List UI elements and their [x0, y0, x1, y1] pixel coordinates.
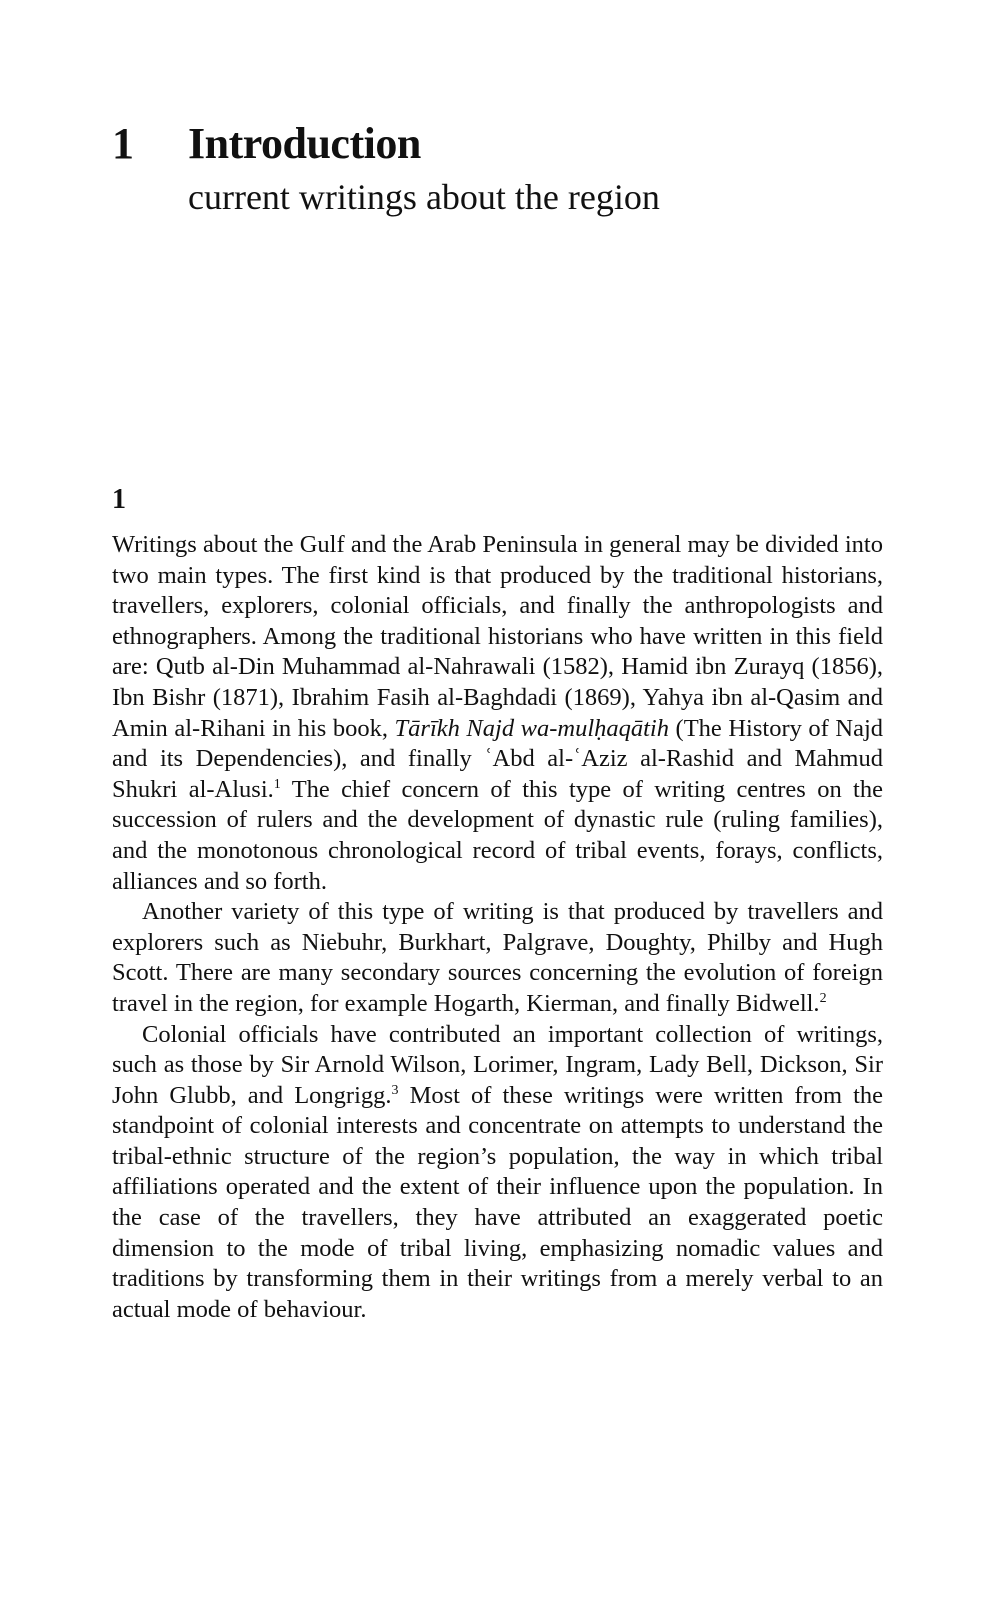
chapter-title: Introduction [188, 119, 421, 168]
footnote-marker-1[interactable]: 1 [273, 776, 281, 792]
paragraph-3-text-1: Colonial officials have contributed an important collection of writings, such as those by Sir Arnold Wilson, Lorimer, Ingram, Lady Bell, Dickson, Sir John Glubb, and Longrigg. [112, 1020, 883, 1109]
chapter-subtitle: current writings about the region [188, 177, 660, 217]
body-text [112, 530, 883, 1325]
footnote-marker-2[interactable]: 2 [819, 990, 827, 1006]
section-number: 1 [112, 484, 126, 515]
book-title-italic: Tārīkh Najd wa-mulḥaqātih [394, 714, 669, 742]
footnote-marker-3[interactable]: 3 [391, 1082, 399, 1098]
paragraph-1 [112, 530, 883, 897]
paragraph-3-text-2: Most of these writings were written from the standpoint of colonial interests and concentrate on attempts to understand the tribal-ethnic structure of the region’s population, the way in which tribal affiliations operated and the extent of their influence upon the population. In the case of the travellers, they have attributed an exaggerated poetic dimension to the mode of tribal living, emphasizing nomadic values and traditions by transforming them in their writings from a merely verbal to an actual mode of behaviour. [112, 1081, 884, 1323]
paragraph-1-text-3: The chief concern of this type of writing centres on the succession of rulers and the development of dynastic rule (ruling families), and the monotonous chronological record of tribal events, forays, conflicts, alliances and so forth. [112, 775, 883, 895]
paragraph-2-text-1: Another variety of this type of writing is that produced by travellers and explorers such as Niebuhr, Burkhart, Palgrave, Doughty, Philby and Hugh Scott. There are many secondary sources concerning the evolution of foreign travel in the region, for example Hogarth, Kierman, and finally Bidwell. [112, 898, 883, 1017]
paragraph-1-text-2: (The History of Najd and its Dependencies), and finally ʿAbd al-ʿAziz al-Rashid and Mahmud Shukri al-Alusi. [112, 714, 883, 803]
paragraph-1-text-1: Writings about the Gulf and the Arab Peninsula in general may be divided into two main types. The first kind is that produced by the traditional historians, travellers, explorers, colonial officials, and finally the anthropologists and ethnographers. Among the traditional historians who have written in this field are: Qutb al-Din Muhammad al-Nahrawali (1582), Hamid ibn Zurayq (1856), Ibn Bishr (1871), Ibrahim Fasih al-Baghdadi (1869), Yahya ibn al-Qasim and Amin al-Rihani in his book, [112, 531, 883, 742]
paragraph-3 [112, 1020, 883, 1326]
chapter-number: 1 [112, 119, 134, 168]
paragraph-2 [112, 897, 883, 1019]
